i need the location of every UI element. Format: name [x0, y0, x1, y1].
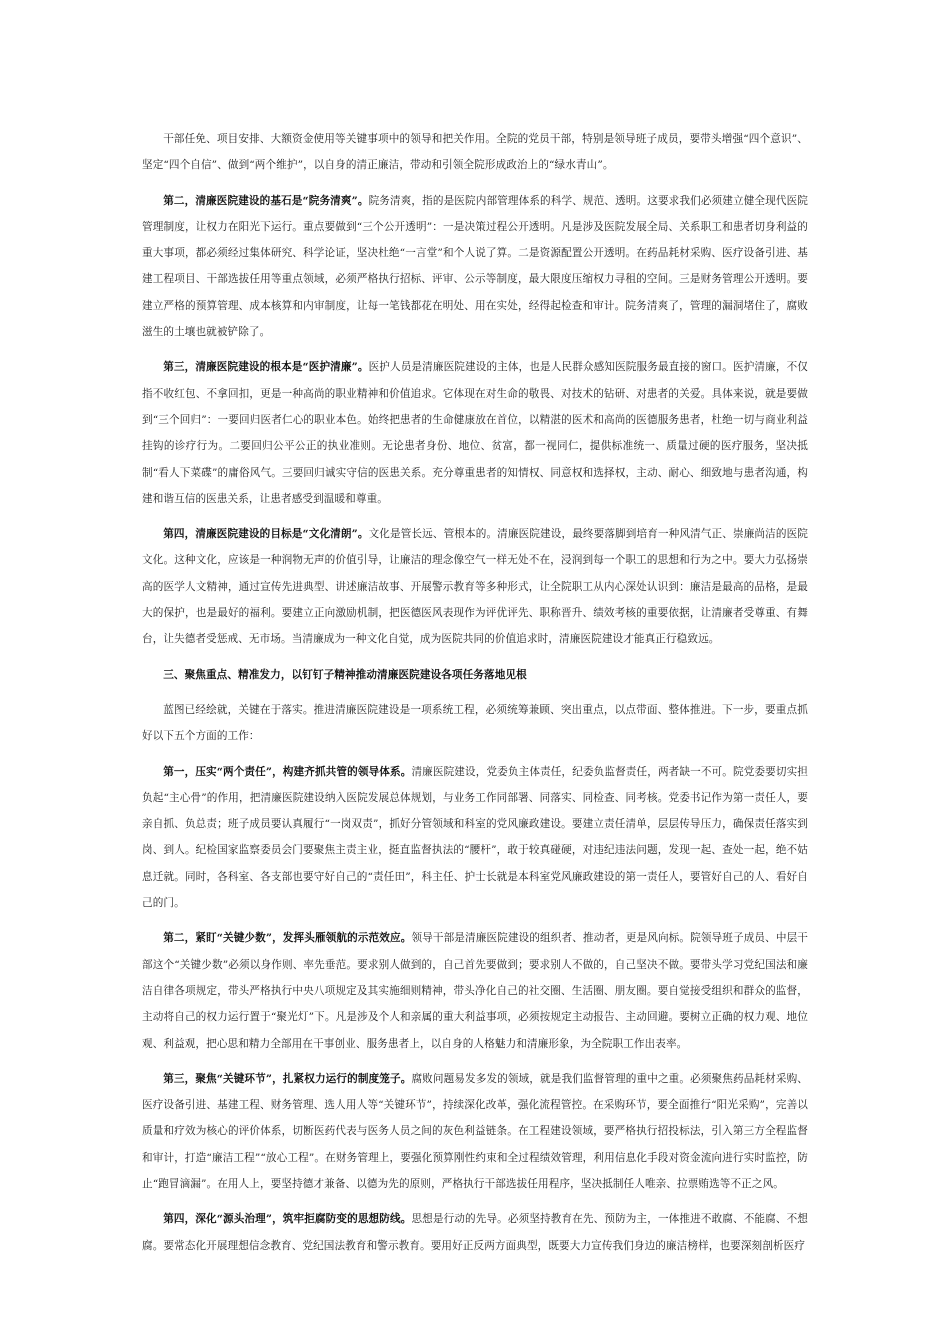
- paragraph-text: 院务清爽，指的是医院内部管理体系的科学、规范、透明。这要求我们必须建立健全现代医院管理制度，让权力在阳光下运行。重点要做到“三个公开透明”：一是决策过程公开透明。凡是涉及医院发展全局、关系职工和患者切身利益的重大事项，都必须经过集体研究、科学论证，坚决杜绝“一言堂”和个人说了算。二是资源配置公开透明。在药品耗材采购、医疗设备引进、基建工程项目、干部选拔任用等重点领域，必须严格执行招标、评审、公示等制度，最大限度压缩权力寻租的空间。三是财务管理公开透明。要建立严格的预算管理、成本核算和内审制度，让每一笔钱都花在明处、用在实处，经得起检查和审计。院务清爽了，管理的漏洞堵住了，腐败滋生的土壤也就被铲除了。: [142, 194, 808, 339]
- paragraph-lead: 第三，聚焦“关键环节”，扎紧权力运行的制度笼子。: [163, 1072, 412, 1085]
- paragraph-second-point: [142, 188, 808, 346]
- paragraph-task-four: [142, 1206, 808, 1259]
- paragraph-third-point: [142, 354, 808, 512]
- paragraph-lead: 第一，压实“两个责任”，构建齐抓共管的领导体系。: [163, 765, 412, 778]
- paragraph-fourth-point: [142, 521, 808, 652]
- paragraph-text: 清廉医院建设，党委负主体责任，纪委负监督责任，两者缺一不可。院党委要切实担负起“主心骨”的作用，把清廉医院建设纳入医院发展总体规划，与业务工作同部署、同落实、同检查、同考核。党委书记作为第一责任人，要亲自抓、负总责；班子成员要认真履行“一岗双责”，抓好分管领域和科室的党风廉政建设。要建立责任清单，层层传导压力，确保责任落实到岗、到人。纪检国家监察委员会门要聚焦主责主业，挺直监督执法的“腰杆”，敢于较真碰硬，对违纪违法问题，发现一起、查处一起，绝不姑息迁就。同时，各科室、各支部也要守好自己的“责任田”，科主任、护士长就是本科室党风廉政建设的第一责任人，要管好自己的人、看好自己的门。: [142, 765, 808, 910]
- paragraph-text: 干部任免、项目安排、大额资金使用等关键事项中的领导和把关作用。全院的党员干部，特别是领导班子成员，要带头增强“四个意识”、坚定“四个自信”、做到“两个维护”，以自身的清正廉洁，带动和引领全院形成政治上的“绿水青山”。: [142, 133, 808, 172]
- paragraph-task-one: [142, 759, 808, 917]
- section-heading-three: 三、聚焦重点、精准发力，以钉钉子精神推动清廉医院建设各项任务落地见根: [163, 668, 527, 681]
- paragraph-text: 腐败问题易发多发的领域，就是我们监督管理的重中之重。必须聚焦药品耗材采购、医疗设备引进、基建工程、财务管理、选人用人等“关键环节”，持续深化改革，强化流程管控。在采购环节，要全面推行“阳光采购”，完善以质量和疗效为核心的评价体系，切断医药代表与医务人员之间的灰色利益链条。在工程建设领域，要严格执行招投标法，引入第三方全程监督和审计，打造“廉洁工程”“放心工程”。在财务管理上，要强化预算刚性约束和全过程绩效管理，利用信息化手段对资金流向进行实时监控，防止“跑冒滴漏”。在用人上，要坚持德才兼备、以德为先的原则，严格执行干部选拔任用程序，坚决抵制任人唯亲、拉票贿选等不正之风。: [142, 1072, 808, 1190]
- paragraph-lead: 第四，深化“源头治理”，筑牢拒腐防变的思想防线。: [163, 1213, 412, 1226]
- paragraph-text: 思想是行动的先导。必须坚持教育在先、预防为主，一体推进不敢腐、不能腐、不想腐。要常态化开展理想信念教育、党纪国法教育和警示教育。要用好正反两方面典型，既要大力宣传我们身边的廉洁榜样，也要深刻剖析医疗: [142, 1213, 808, 1252]
- paragraph-lead: 第二，紧盯“关键少数”，发挥头雁领航的示范效应。: [163, 932, 412, 945]
- paragraph-lead: 第二，清廉医院建设的基石是“院务清爽”。: [163, 194, 369, 207]
- paragraph-lead: 第三，清廉医院建设的根本是“医护清廉”。: [163, 361, 369, 374]
- paragraph-text: 领导干部是清廉医院建设的组织者、推动者，更是风向标。院领导班子成员、中层干部这个“关键少数”必须以身作则、率先垂范。要求别人做到的，自己首先要做到；要求别人不做的，自己坚决不做。要带头学习党纪国法和廉洁自律各项规定，带头严格执行中央八项规定及其实施细则精神，带头净化自己的社交圈、生活圈、朋友圈。要自觉接受组织和群众的监督，主动将自己的权力运行置于“聚光灯”下。凡是涉及个人和亲属的重大利益事项，必须按规定主动报告、主动回避。要树立正确的权力观、地位观、利益观，把心思和精力全部用在干事创业、服务患者上，以自身的人格魅力和清廉形象，为全院职工作出表率。: [142, 932, 808, 1050]
- paragraph-text: 蓝图已经绘就，关键在于落实。推进清廉医院建设是一项系统工程，必须统筹兼顾、突出重点，以点带面、整体推进。下一步，要重点抓好以下五个方面的工作：: [142, 703, 808, 743]
- paragraph-blueprint: [142, 697, 808, 750]
- paragraph-task-three: [142, 1066, 808, 1197]
- paragraph-text: 医护人员是清廉医院建设的主体，也是人民群众感知医院服务最直接的窗口。医护清廉，不仅指不收红包、不拿回扣，更是一种高尚的职业精神和价值追求。它体现在对生命的敬畏、对技术的钻研、对患者的关爱。具体来说，就是要做到“三个回归”：一要回归医者仁心的职业本色。始终把患者的生命健康放在首位，以精湛的医术和高尚的医德服务患者，杜绝一切与商业利益挂钩的诊疗行为。二要回归公平公正的执业准则。无论患者身份、地位、贫富，都一视同仁，提供标准统一、质量过硬的医疗服务，坚决抵制“看人下菜碟”的庸俗风气。三要回归诚实守信的医患关系。充分尊重患者的知情权、同意权和选择权，主动、耐心、细致地与患者沟通，构建和谐互信的医患关系，让患者感受到温暖和尊重。: [142, 361, 808, 505]
- paragraph-continuation: [142, 126, 808, 179]
- paragraph-lead: 第四，清廉医院建设的目标是“文化清朗”。: [163, 528, 369, 541]
- paragraph-task-two: [142, 925, 808, 1056]
- paragraph-text: 文化是管长远、管根本的。清廉医院建设，最终要落脚到培育一种风清气正、崇廉尚洁的医院文化。这种文化，应该是一种润物无声的价值引导，让廉洁的理念像空气一样无处不在，浸润到每一个职工的思想和行为之中。要大力弘扬崇高的医学人文精神，通过宣传先进典型、讲述廉洁故事、开展警示教育等多种形式，让全院职工从内心深处认识到：廉洁是最高的品格，是最大的保护，也是最好的福利。要建立正向激励机制，把医德医风表现作为评优评先、职称晋升、绩效考核的重要依据，让清廉者受尊重、有舞台，让失德者受惩戒、无市场。当清廉成为一种文化自觉，成为医院共同的价值追求时，清廉医院建设才能真正行稳致远。: [142, 528, 808, 646]
